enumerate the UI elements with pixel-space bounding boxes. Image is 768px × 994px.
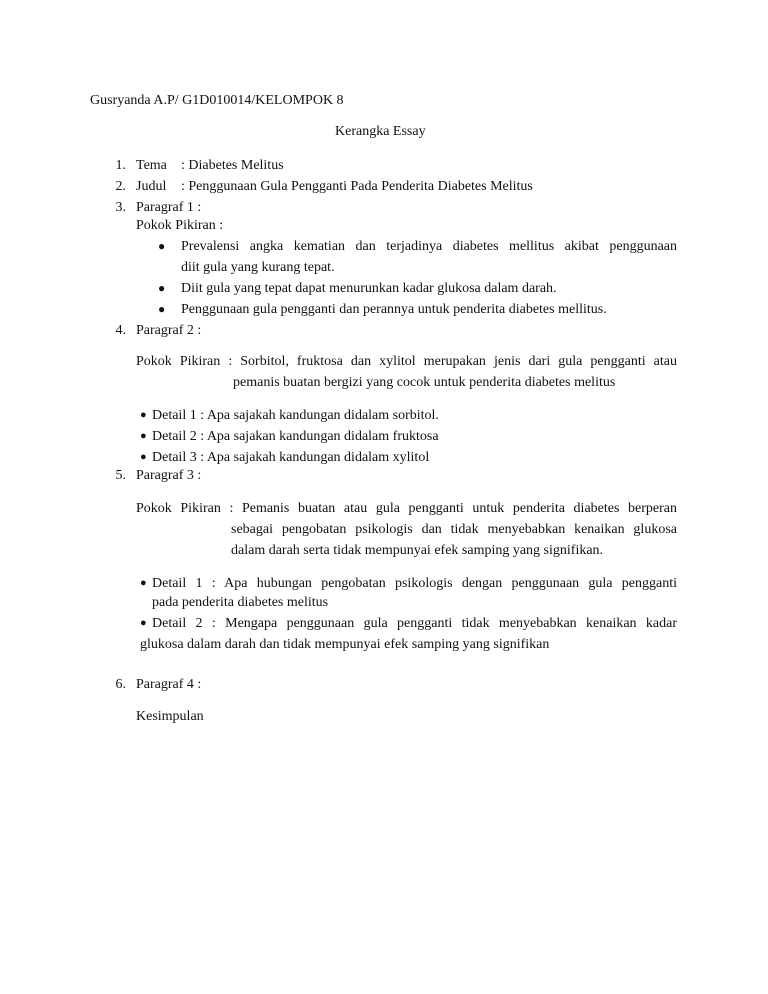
paragraf-1-pokok-label: Pokok Pikiran : — [136, 218, 224, 233]
paragraf-3-title: Paragraf 3 : — [136, 468, 202, 483]
item-number-5: 5. — [115, 468, 126, 483]
item-number-4: 4. — [115, 323, 126, 338]
item-number-3: 3. — [115, 200, 126, 215]
p3-pokok-line2: sebagai pengobatan psikologis dan tidak menyebabkan kenaikan glukosa — [231, 522, 677, 537]
p2-pokok-line2: pemanis buatan bergizi yang cocok untuk penderita diabetes melitus — [233, 375, 616, 390]
p1-bullet-2: Diit gula yang tepat dapat menurunkan kadar glukosa dalam darah. — [181, 281, 557, 296]
bullet-icon: ● — [140, 409, 147, 421]
bullet-icon: ● — [140, 451, 147, 463]
p3-detail-1-line1: Detail 1 : Apa hubungan pengobatan psikologis dengan penggunaan gula pengganti — [152, 576, 677, 591]
kesimpulan-text: Kesimpulan — [136, 709, 204, 724]
item-number-2: 2. — [115, 179, 126, 194]
p2-pokok-line1: Pokok Pikiran : Sorbitol, fruktosa dan xylitol merupakan jenis dari gula pengganti atau — [136, 354, 677, 369]
p1-bullet-1-line2: diit gula yang kurang tepat. — [181, 260, 335, 275]
p3-detail-2-line1: Detail 2 : Mengapa penggunaan gula pengganti tidak menyebabkan kenaikan kadar — [152, 616, 677, 631]
item-number-6: 6. — [115, 677, 126, 692]
p3-detail-2-line2: glukosa dalam darah dan tidak mempunyai efek samping yang signifikan — [140, 637, 550, 652]
bullet-icon: ● — [140, 617, 147, 629]
p2-detail-2: Detail 2 : Apa sajakan kandungan didalam fruktosa — [152, 429, 439, 444]
bullet-icon: ● — [140, 430, 147, 442]
p2-detail-1: Detail 1 : Apa sajakah kandungan didalam sorbitol. — [152, 408, 439, 423]
paragraf-4-title: Paragraf 4 : — [136, 677, 202, 692]
tema-value: : Diabetes Melitus — [181, 158, 284, 173]
bullet-icon: ● — [158, 281, 166, 295]
document-title: Kerangka Essay — [335, 124, 426, 139]
p3-detail-1-line2: pada penderita diabetes melitus — [152, 595, 329, 610]
p1-bullet-3: Penggunaan gula pengganti dan perannya untuk penderita diabetes mellitus. — [181, 302, 607, 317]
p1-bullet-1-line1: Prevalensi angka kematian dan terjadinya diabetes mellitus akibat penggunaan — [181, 239, 677, 254]
bullet-icon: ● — [158, 302, 166, 316]
paragraf-1-title: Paragraf 1 : — [136, 200, 202, 215]
judul-value: : Penggunaan Gula Pengganti Pada Penderita Diabetes Melitus — [181, 179, 533, 194]
paragraf-2-title: Paragraf 2 : — [136, 323, 202, 338]
p2-detail-3: Detail 3 : Apa sajakah kandungan didalam xylitol — [152, 450, 430, 465]
judul-label: Judul — [136, 179, 167, 194]
p3-pokok-line3: dalam darah serta tidak mempunyai efek samping yang signifikan. — [231, 543, 604, 558]
bullet-icon: ● — [140, 577, 147, 589]
tema-label: Tema — [136, 158, 167, 173]
item-number-1: 1. — [115, 158, 126, 173]
author-line: Gusryanda A.P/ G1D010014/KELOMPOK 8 — [90, 93, 344, 108]
bullet-icon: ● — [158, 239, 166, 253]
p3-pokok-line1: Pokok Pikiran : Pemanis buatan atau gula pengganti untuk penderita diabetes berperan — [136, 501, 677, 516]
